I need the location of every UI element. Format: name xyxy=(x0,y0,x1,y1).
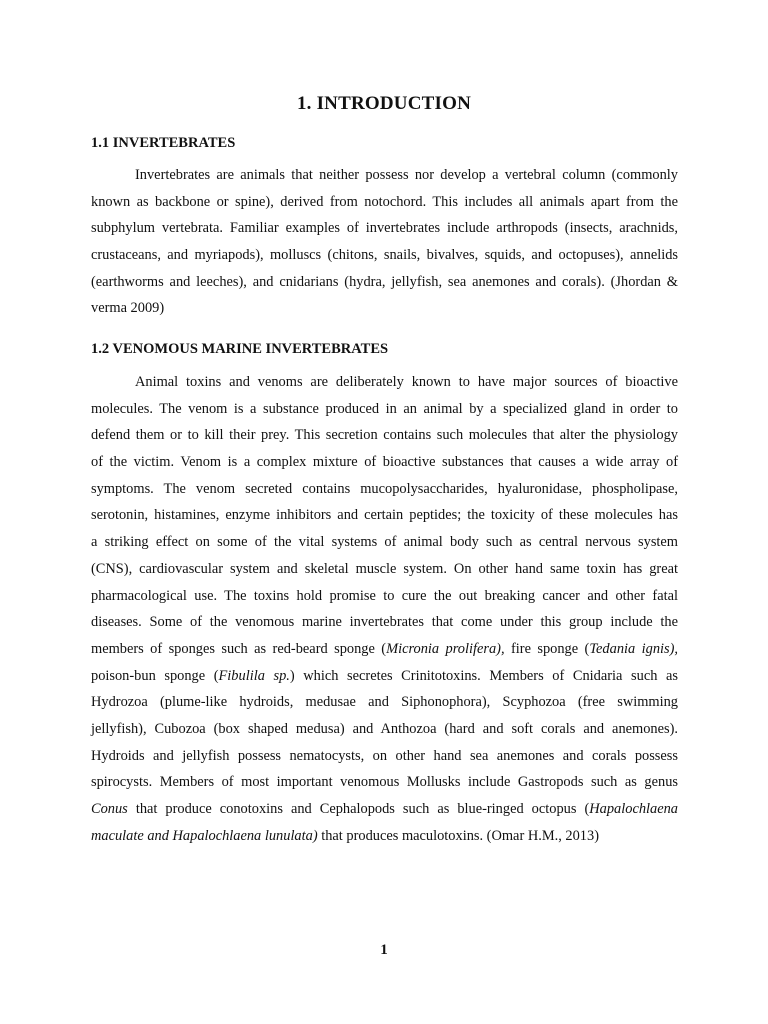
chapter-title: 1. INTRODUCTION xyxy=(296,93,472,114)
paragraph-venomous-marine-invertebrates xyxy=(91,369,678,849)
text-line: Hydroids and jellyfish possess nematocysts, on other hand sea anemones and corals possess xyxy=(91,747,678,764)
species-name: maculate and Hapalochlaena lunulata) xyxy=(91,827,318,844)
text-line xyxy=(91,636,678,663)
text-run: that produces maculotoxins. (Omar H.M., 2013) xyxy=(317,827,599,844)
species-name: Micronia prolifera), xyxy=(386,640,505,657)
species-name: Tedania ignis), xyxy=(589,640,679,657)
text-line: known as backbone or spine), derived from notochord. This includes all animals apart from the xyxy=(91,193,678,210)
text-line: verma 2009) xyxy=(91,300,165,317)
text-run: that produce conotoxins and Cephalopods such as blue-ringed octopus ( xyxy=(127,801,590,817)
species-name: Conus xyxy=(91,801,128,817)
text-line: a striking effect on some of the vital systems of animal body such as central nervous system xyxy=(91,534,678,551)
text-line xyxy=(91,796,678,823)
section-heading-venomous-marine-invertebrates: 1.2 VENOMOUS MARINE INVERTEBRATES xyxy=(91,341,389,357)
text-run: members of sponges such as red-beard sponge ( xyxy=(91,640,387,657)
text-run: fire sponge ( xyxy=(504,640,590,657)
text-line: jellyfish), Cubozoa (box shaped medusa) and Anthozoa (hard and soft corals and anemones). xyxy=(91,720,678,737)
text-line xyxy=(91,663,678,690)
text-line: (CNS), cardiovascular system and skeletal muscle system. On other hand same toxin has great xyxy=(91,560,678,577)
text-line: pharmacological use. The toxins hold promise to cure the out breaking cancer and other fatal xyxy=(91,587,678,604)
text-line: molecules. The venom is a substance produced in an animal by a specialized gland in order to xyxy=(91,400,678,417)
text-line: Hydrozoa (plume-like hydroids, medusae and Siphonophora), Scyphozoa (free swimming xyxy=(91,694,678,711)
text-run: poison-bun sponge ( xyxy=(91,667,219,684)
text-line: Animal toxins and venoms are deliberately known to have major sources of bioactive xyxy=(135,374,678,390)
text-line: defend them or to kill their prey. This secretion contains such molecules that alter the physiology xyxy=(91,427,678,444)
text-line: of the victim. Venom is a complex mixture of bioactive substances that causes a wide array of xyxy=(91,454,678,471)
text-line: subphylum vertebrata. Familiar examples of invertebrates include arthropods (insects, arachnids, xyxy=(91,220,678,237)
text-line: diseases. Some of the venomous marine invertebrates that come under this group include the xyxy=(91,614,678,631)
species-name: Hapalochlaena xyxy=(589,801,678,817)
text-line: (earthworms and leeches), and cnidarians (hydra, jellyfish, sea anemones and corals). (Jhordan & xyxy=(91,273,678,290)
species-name: Fibulila sp. xyxy=(218,667,290,684)
text-run: ) which secretes Crinitotoxins. Members of Cnidaria such as xyxy=(289,667,678,684)
page-number: 1 xyxy=(380,942,388,958)
text-line: crustaceans, and myriapods), molluscs (chitons, snails, bivalves, squids, and octopuses), annelids xyxy=(91,247,678,264)
text-line: serotonin, histamines, enzyme inhibitors and certain peptides; the toxicity of these molecules has xyxy=(91,507,678,524)
text-line: spirocysts. Members of most important venomous Mollusks include Gastropods such as genus xyxy=(91,774,678,791)
section-heading-invertebrates: 1.1 INVERTEBRATES xyxy=(91,135,236,151)
paragraph-invertebrates xyxy=(91,162,678,322)
text-line: symptoms. The venom secreted contains mucopolysaccharides, hyaluronidase, phospholipase, xyxy=(91,480,678,497)
text-line xyxy=(91,823,678,850)
text-line: Invertebrates are animals that neither possess nor develop a vertebral column (commonly xyxy=(135,167,678,183)
